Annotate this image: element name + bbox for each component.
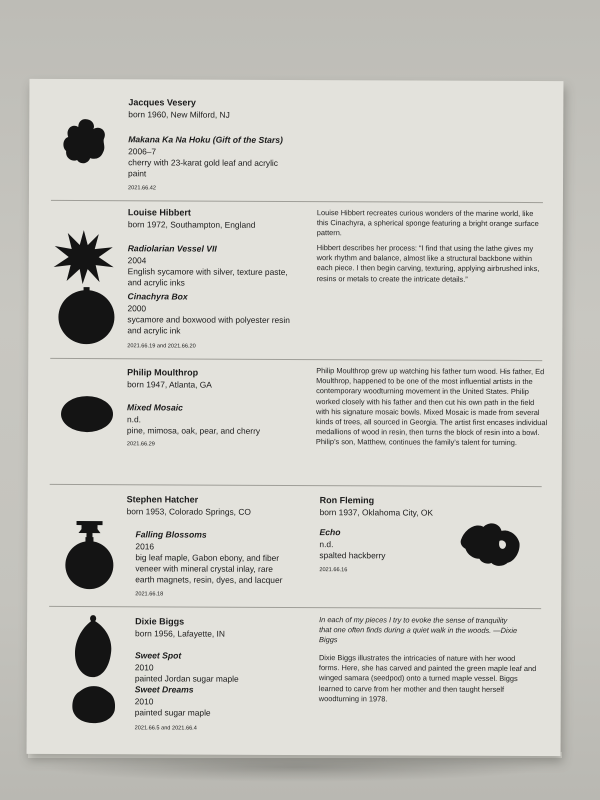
work-title: Makana Ka Na Hoku (Gift of the Stars) [128, 134, 283, 145]
work-medium-line: paint [128, 168, 147, 179]
work-medium-line: spalted hackberry [319, 550, 386, 561]
artist-description: Louise Hibbert recreates curious wonders of the marine world, like this Cinachyra, a spherical sponge featuring a bright orange surface pattern. [316, 208, 539, 238]
exhibit-label-panel [27, 79, 564, 756]
work-date: n.d. [319, 539, 334, 550]
work-date: 2016 [135, 541, 155, 552]
work-date: 2000 [127, 303, 147, 314]
work-medium-line: big leaf maple, Gabon ebony, and fiber [135, 552, 280, 563]
flower-bowl-icon [59, 116, 111, 168]
work-title: Falling Blossoms [135, 529, 207, 540]
artist-name: Philip Moulthrop [127, 367, 199, 378]
artist-name: Louise Hibbert [127, 207, 191, 218]
work-date: n.d. [126, 414, 141, 425]
section-divider [50, 358, 542, 361]
work-date: 2010 [134, 696, 154, 707]
work-medium-line: earth magnets, resin, dyes, and lacquer [135, 574, 283, 585]
work-medium-line: English sycamore with silver, texture paste, [127, 266, 288, 277]
work-title: Sweet Spot [134, 650, 182, 661]
work-medium-line: veneer with mineral crystal inlay, rare [135, 563, 273, 574]
section-divider [49, 606, 541, 609]
artist-name: Dixie Biggs [135, 616, 185, 627]
section-divider [50, 484, 542, 487]
work-medium-line: painted sugar maple [134, 707, 211, 718]
artist-born: born 1947, Atlanta, GA [127, 379, 212, 390]
accession-number: 2021.66.18 [135, 591, 164, 598]
work-title: Sweet Dreams [134, 684, 194, 695]
artist-description: Dixie Biggs illustrates the intricacies of nature with her wood forms. Here, she has carved and painted the green maple leaf and winged samara (seedpod) onto a turned maple vessel. Biggs learned to carve from her mother and then taught herself woodturning in 1978. [318, 653, 537, 704]
artist-born: born 1956, Lafayette, IN [135, 628, 225, 639]
work-date: 2010 [134, 662, 154, 673]
artist-description: Philip Moulthrop grew up watching his father turn wood. His father, Ed Moulthrop, happened to be one of the most influential artists in the contemporary woodturning movement in the United States. Philip worked closely with his father and then cut his own path in the field with his signature mosaic bowls. Mixed Mosaic is made from several kinds of trees, all sourced in Georgia. The artist first encases individual medallions of wood in resin, then turns the block of resin into a bowl. Philip’s son, Matthew, continues the family’s talent for turning. [315, 366, 548, 448]
artist-born: born 1953, Colorado Springs, CO [126, 506, 251, 517]
round-vessel-icon [71, 684, 117, 724]
work-medium-line: pine, mimosa, oak, pear, and cherry [126, 425, 261, 436]
artist-born: born 1960, New Milford, NJ [128, 109, 230, 120]
artist-name: Ron Fleming [319, 495, 375, 506]
round-box-icon [56, 286, 116, 346]
work-medium-line: sycamore and boxwood with polyester resin [127, 314, 290, 325]
work-medium-line: and acrylic inks [127, 277, 185, 288]
work-date: 2006–7 [128, 146, 157, 157]
lidded-vessel-icon [63, 519, 115, 591]
artist-quote: In each of my pieces I try to evoke the sense of tranquility that one often finds during a quiet walk in the woods. —Dixie Biggs [319, 615, 518, 645]
leaf-vessel-icon [71, 613, 115, 679]
accession-number: 2021.66.29 [126, 441, 155, 448]
accession-number: 2021.66.42 [127, 185, 157, 192]
artist-name: Jacques Vesery [128, 97, 196, 108]
work-date: 2004 [127, 255, 147, 266]
work-title: Cinachyra Box [127, 291, 188, 302]
artist-born: born 1937, Oklahoma City, OK [319, 507, 434, 518]
accession-number: 2021.66.5 and 2021.66.4 [134, 725, 197, 732]
artist-description: Hibbert describes her process: “I find that using the lathe gives my work rhythm and balance, almost like a structural backbone within each piece. I then begin carving, texturing, applying airbrushed inks, resins or metals to create the intricate details.” [316, 243, 540, 284]
work-medium-line: painted Jordan sugar maple [134, 673, 239, 684]
oval-bowl-icon [60, 395, 114, 433]
accession-number: 2021.66.19 and 2021.66.20 [127, 343, 196, 350]
spiky-vessel-icon [53, 229, 115, 285]
accession-number: 2021.66.16 [319, 567, 348, 574]
section-divider [51, 200, 543, 203]
artist-born: born 1972, Southampton, England [127, 219, 256, 230]
work-medium-line: and acrylic ink [127, 325, 181, 336]
work-title: Radiolarian Vessel VII [127, 243, 217, 254]
work-title: Mixed Mosaic [127, 402, 183, 413]
work-title: Echo [319, 527, 341, 538]
artist-name: Stephen Hatcher [126, 494, 199, 505]
sculpture-icon [459, 519, 521, 569]
work-medium-line: cherry with 23-karat gold leaf and acrylic [128, 157, 279, 168]
